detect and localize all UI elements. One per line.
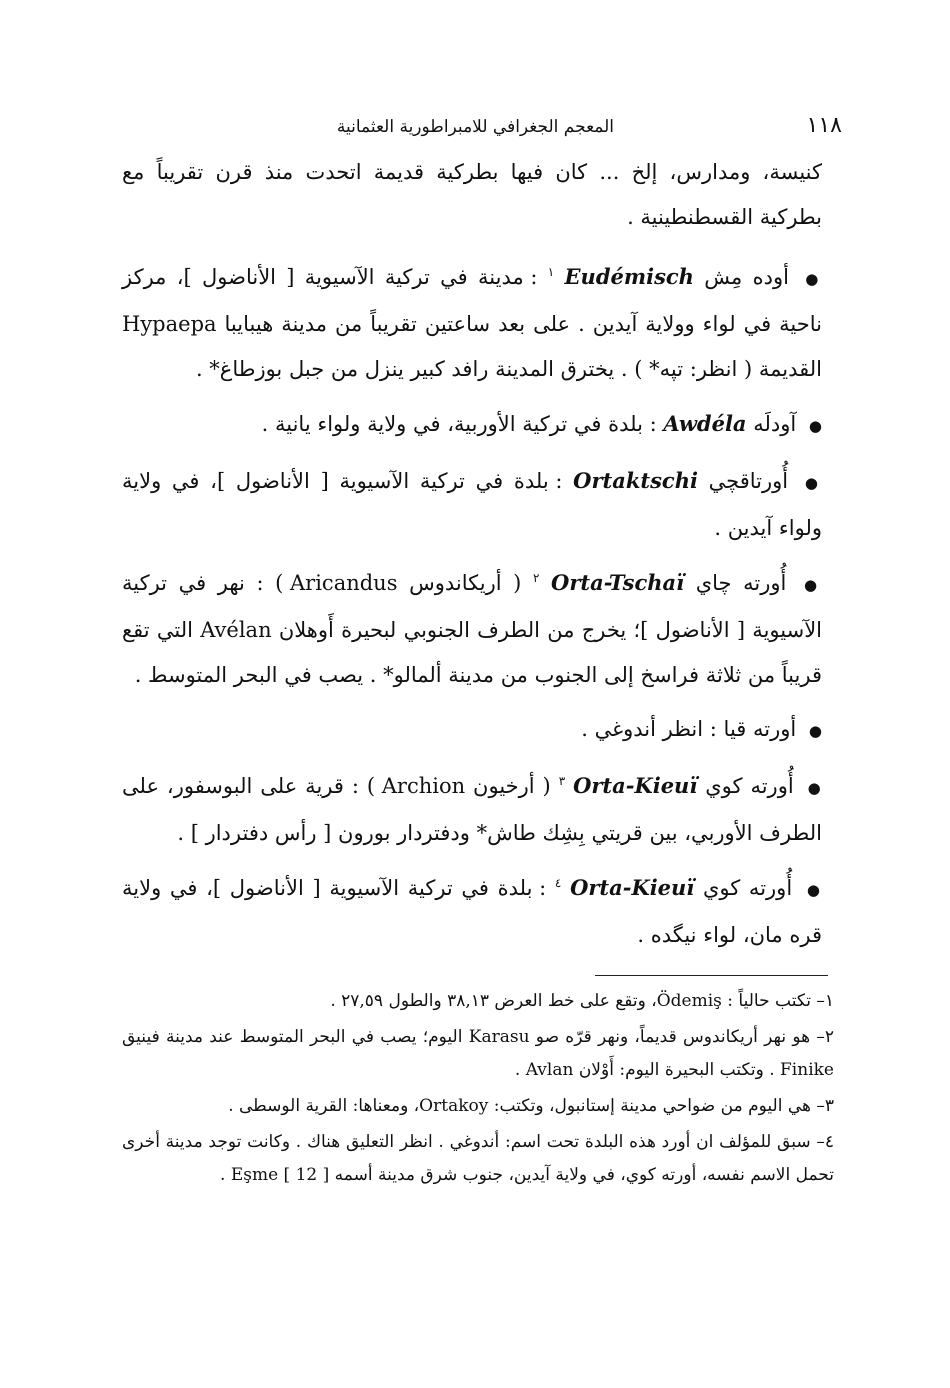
footnote-3: ٣– هي اليوم من ضواحي مدينة إستانبول، وتكتب: Ortakoy، ومعناها: القرية الوسطى .	[228, 1096, 834, 1116]
entry-orta-qaya	[122, 707, 822, 754]
entry-text: : بلدة في تركية الآسيوية [ الأناضول ]، في ولاية ولواء آيدين .	[122, 469, 822, 540]
entry-latin-name: Awdéla	[663, 411, 747, 436]
body-text	[122, 150, 822, 967]
footnote-marker: ٢	[532, 571, 540, 585]
entry-orta-kieui-karaman	[122, 865, 822, 958]
entry-text: : انظر أندوغي .	[581, 717, 717, 741]
footnote-1: ١– تكتب حالياً : Ödemiş، وتقع على خط العرض ٣٨,١٣ والطول ٢٧,٥٩ .	[330, 991, 834, 1011]
entry-headword: أُورته كوي	[705, 774, 794, 798]
entry-text: ( أريكاندوس Aricandus ) : نهر في تركية الآسيوية [ الأناضول ]؛ يخرج من الطرف الجنوبي لبحيرة أَوهلان Avélan التي تقع قريباً من ثلاثة فراسخ إلى الجنوب من مدينة ألمالو* . يصب في البحر المتوسط .	[122, 571, 823, 687]
entry-text: : بلدة في تركية الأوربية، في ولاية ولواء يانية .	[261, 412, 657, 436]
page-header	[120, 113, 842, 143]
footnotes	[122, 985, 834, 1195]
entry-ortaktschi	[122, 458, 822, 551]
footnote-divider	[595, 975, 828, 976]
bullet-icon: ●	[808, 722, 822, 740]
entry-headword: أُورته كوي	[702, 876, 793, 900]
entry-text: ( أرخيون Archion ) : قرية على البوسفور، على الطرف الأوربي، بين قريتي بِشِك طاش* ودفتردار بورون [ رأس دفتردار ] .	[122, 774, 822, 845]
bullet-icon: ●	[807, 779, 822, 797]
entry-headword: أوده مِش	[704, 265, 789, 289]
entry-latin-name: Ortaktschi	[573, 468, 698, 493]
bullet-icon: ●	[806, 881, 822, 899]
bullet-icon: ●	[808, 417, 822, 435]
entry-headword: أُورتاقچي	[708, 469, 789, 493]
entry-headword: آودلَه	[753, 412, 797, 436]
footnote-marker: ٣	[558, 774, 566, 788]
entry-eudemisch	[122, 254, 822, 392]
entry-awdela	[122, 401, 822, 449]
footnote-marker: ٤	[554, 876, 562, 890]
entry-orta-tschai	[122, 560, 822, 698]
entry-headword: أُورته چاي	[695, 571, 787, 595]
intro-paragraph: كنيسة، ومدارس، إلخ ... كان فيها بطركية قديمة اتحدت منذ قرن تقريباً مع بطركية القسطنطينية .	[122, 160, 822, 229]
entry-headword: أورته قيا	[723, 717, 797, 741]
bullet-icon: ●	[803, 576, 822, 594]
footnote-marker: ١	[547, 265, 555, 279]
entry-latin-name: Orta-Kieuï	[573, 773, 698, 798]
page-number: ١١٨	[806, 113, 842, 138]
entry-orta-kieui-bosphorus	[122, 763, 822, 856]
entry-text: : مدينة في تركية الآسيوية [ الأناضول ]، مركز ناحية في لواء وولاية آيدين . على بعد ساعتين تقريباً من مدينة هيبايبا Hypaepa القديمة ( انظر: تپه* ) . يخترق المدينة رافد كبير ينزل من جبل بوزطاغ* .	[122, 265, 822, 381]
footnote-2: ٢– هو نهر أريكاندوس قديماً، ونهر قرّه صو Karasu اليوم؛ يصب في البحر المتوسط عند مدينة فينيق Finike . وتكتب البحيرة اليوم: أَوْلان Avlan .	[122, 1027, 834, 1080]
bullet-icon: ●	[804, 474, 822, 492]
entry-latin-name: Orta-Tschaï	[551, 570, 685, 595]
entry-text: : بلدة في تركية الآسيوية [ الأناضول ]، في ولاية قره مان، لواء نيگده .	[122, 876, 822, 947]
running-title: المعجم الجغرافي للامبراطورية العثمانية	[336, 117, 614, 137]
bullet-icon: ●	[805, 270, 822, 288]
entry-latin-name: Orta-Kieuï	[570, 875, 695, 900]
footnote-4: ٤– سبق للمؤلف ان أورد هذه البلدة تحت اسم: أندوغي . انظر التعليق هناك . وكانت توجد مدينة أخرى تحمل الاسم نفسه، أورته كوي، في ولاية آيدين، جنوب شرق مدينة أسمه Eşme [ 12 ] .	[122, 1132, 834, 1185]
entry-latin-name: Eudémisch	[564, 264, 694, 289]
